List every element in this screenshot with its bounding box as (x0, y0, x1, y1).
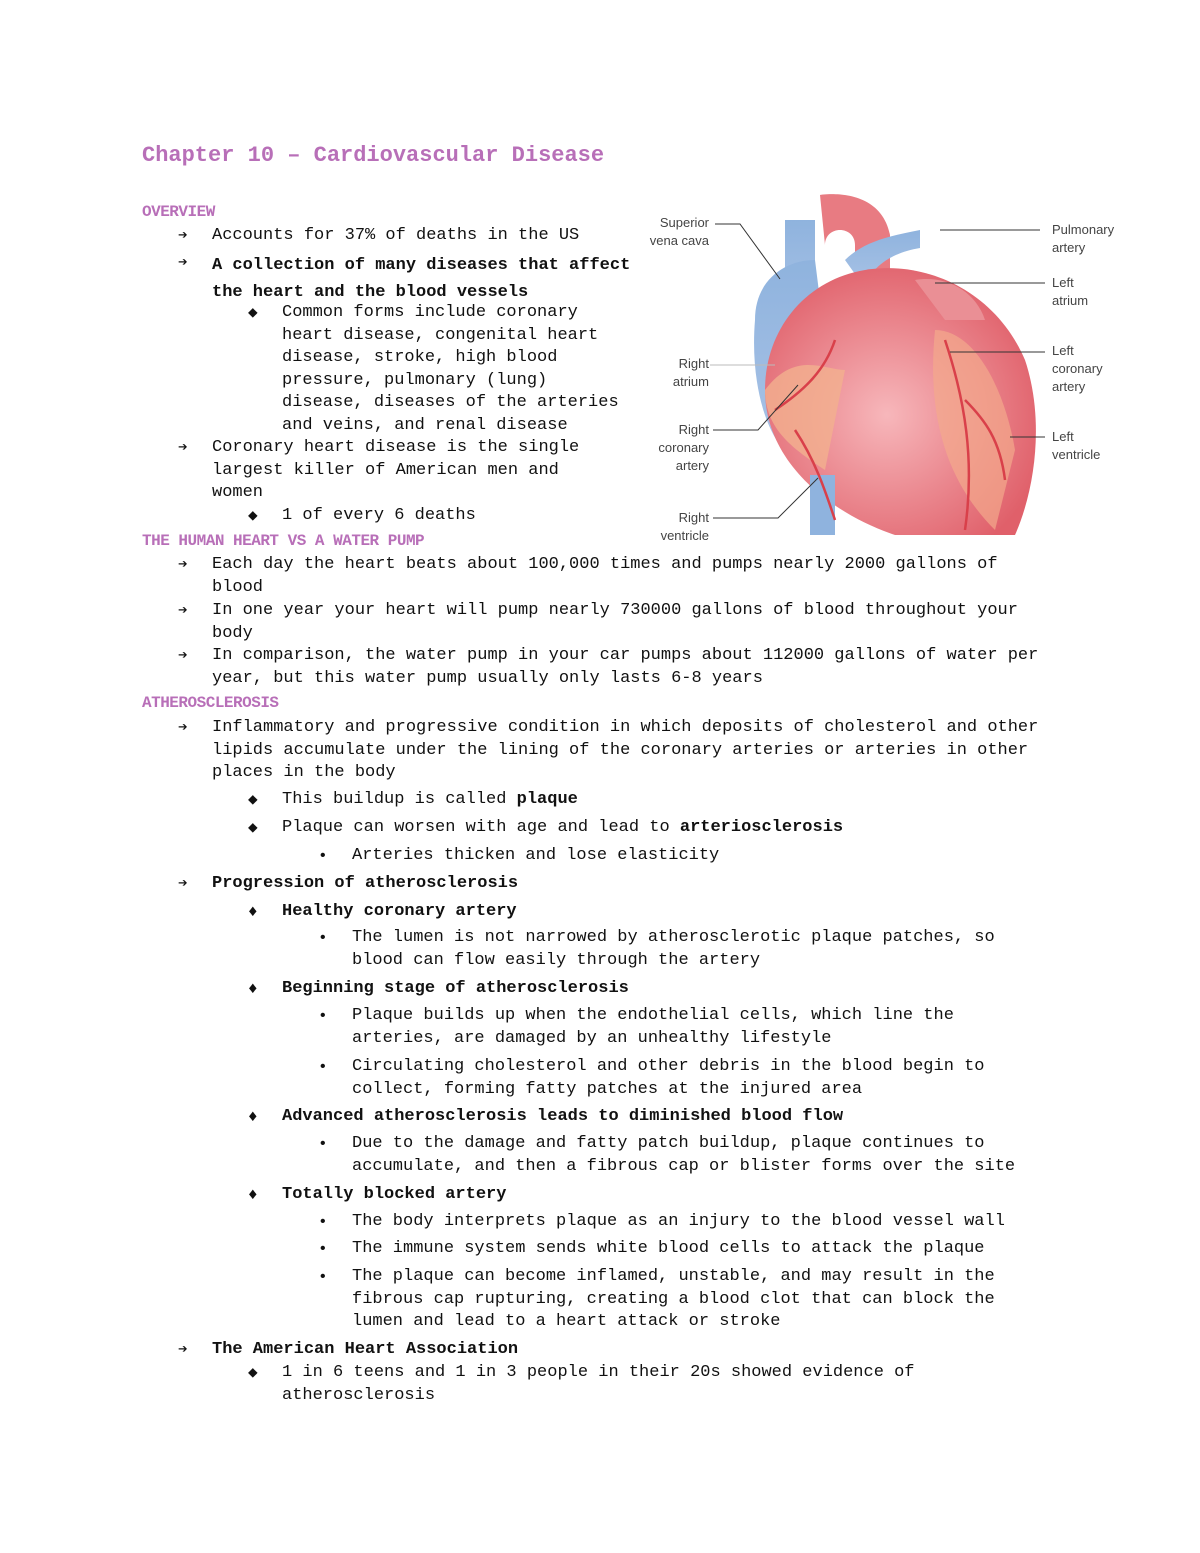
list-item: Totally blocked artery (282, 1185, 507, 1204)
arrow-icon: ➔ (178, 556, 188, 574)
list-item: Circulating cholesterol and other debris in the blood begin to collect, forming fatty patches at the injured area (352, 1057, 985, 1099)
list-item: The immune system sends white blood cells to attack the plaque (352, 1239, 985, 1258)
list-item: Advanced atherosclerosis leads to diminished blood flow (282, 1107, 844, 1126)
diamond-icon: ♦ (248, 1108, 258, 1126)
list-item: Healthy coronary artery (282, 902, 517, 921)
bullet-icon: • (318, 1135, 328, 1153)
list-item: A collection of many diseases that affect the heart and the blood vessels (212, 256, 631, 302)
list-item: In comparison, the water pump in your car pumps about 112000 gallons of water per year, but this water pump usually only lasts 6-8 years (212, 646, 1039, 688)
text: This buildup is called (282, 790, 517, 809)
arrow-icon: ➔ (178, 719, 188, 737)
list-item: Progression of atherosclerosis (212, 874, 519, 893)
label-left-coronary-artery: Left coronary artery (1052, 343, 1103, 394)
diamond-icon: ♦ (248, 903, 258, 921)
bullet-icon: • (318, 1268, 328, 1286)
bullet-icon: • (318, 929, 328, 947)
arrow-icon: ➔ (178, 602, 188, 620)
arrow-icon: ➔ (178, 647, 188, 665)
bullet-icon: • (318, 847, 328, 865)
label-superior-vena-cava: Superior vena cava (649, 215, 709, 248)
diamond-icon: ◆ (248, 819, 258, 837)
diamond-icon: ◆ (248, 791, 258, 809)
list-item: Beginning stage of atherosclerosis (282, 979, 629, 998)
label-right-coronary-artery: Right coronary artery (658, 422, 709, 473)
list-item: Coronary heart disease is the single largest killer of American men and women (212, 438, 580, 503)
diamond-icon: ◆ (248, 304, 258, 322)
label-left-ventricle: Left ventricle (1052, 429, 1101, 462)
bullet-icon: • (318, 1213, 328, 1231)
list-item: 1 in 6 teens and 1 in 3 people in their 20s showed evidence of atherosclerosis (282, 1363, 915, 1405)
heart-diagram (645, 200, 1135, 543)
list-item: The body interprets plaque as an injury to the blood vessel wall (352, 1212, 1005, 1231)
text: Plaque can worsen with age and lead to (282, 818, 680, 837)
diamond-icon: ♦ (248, 1186, 258, 1204)
list-item: Due to the damage and fatty patch buildup, plaque continues to accumulate, and then a fibrous cap or blister forms over the site (352, 1134, 1016, 1176)
list-item: The plaque can become inflamed, unstable, and may result in the fibrous cap rupturing, creating a blood clot that can block the lumen and lead to a heart attack or stroke (352, 1267, 995, 1332)
label-left-atrium: Left atrium (1052, 275, 1089, 308)
label-right-atrium: Right atrium (672, 356, 709, 389)
term-plaque: plaque (516, 790, 578, 809)
list-item (282, 817, 1042, 840)
bullet-icon: • (318, 1240, 328, 1258)
list-item: In one year your heart will pump nearly 730000 gallons of blood throughout your body (212, 601, 1018, 643)
section-heading-overview: OVERVIEW (142, 203, 215, 221)
diamond-icon: ◆ (248, 1364, 258, 1382)
list-item: The lumen is not narrowed by atherosclerotic plaque patches, so blood can flow easily through the artery (352, 928, 995, 970)
list-item: Plaque builds up when the endothelial cells, which line the arteries, are damaged by an unhealthy lifestyle (352, 1006, 954, 1048)
list-item: Common forms include coronary heart disease, congenital heart disease, stroke, high blood pressure, pulmonary (lung) disease, diseases of the arteries and veins, and renal disease (282, 303, 619, 435)
list-item: The American Heart Association (212, 1340, 519, 1359)
list-item: 1 of every 6 deaths (282, 506, 476, 525)
section-heading-pump: THE HUMAN HEART VS A WATER PUMP (142, 532, 425, 550)
list-item (282, 789, 982, 812)
arrow-icon: ➔ (178, 439, 188, 457)
diamond-icon: ♦ (248, 980, 258, 998)
label-pulmonary-artery: Pulmonary artery (1052, 222, 1115, 255)
term-arteriosclerosis: arteriosclerosis (679, 818, 844, 837)
list-item: Arteries thicken and lose elasticity (352, 846, 720, 865)
arrow-icon: ➔ (178, 875, 188, 893)
list-item: Accounts for 37% of deaths in the US (212, 226, 580, 245)
page-title: Chapter 10 – Cardiovascular Disease (142, 143, 605, 168)
list-item: Inflammatory and progressive condition in which deposits of cholesterol and other lipids accumulate under the lining of the coronary arteries or arteries in other places in the body (212, 718, 1039, 783)
section-heading-atherosclerosis: ATHEROSCLEROSIS (142, 694, 279, 712)
arrow-icon: ➔ (178, 254, 188, 272)
bullet-icon: • (318, 1058, 328, 1076)
arrow-icon: ➔ (178, 1341, 188, 1359)
bullet-icon: • (318, 1007, 328, 1025)
arrow-icon: ➔ (178, 227, 188, 245)
diamond-icon: ◆ (248, 507, 258, 525)
list-item: Each day the heart beats about 100,000 times and pumps nearly 2000 gallons of blood (212, 555, 998, 597)
label-right-ventricle: Right ventricle (660, 510, 709, 543)
